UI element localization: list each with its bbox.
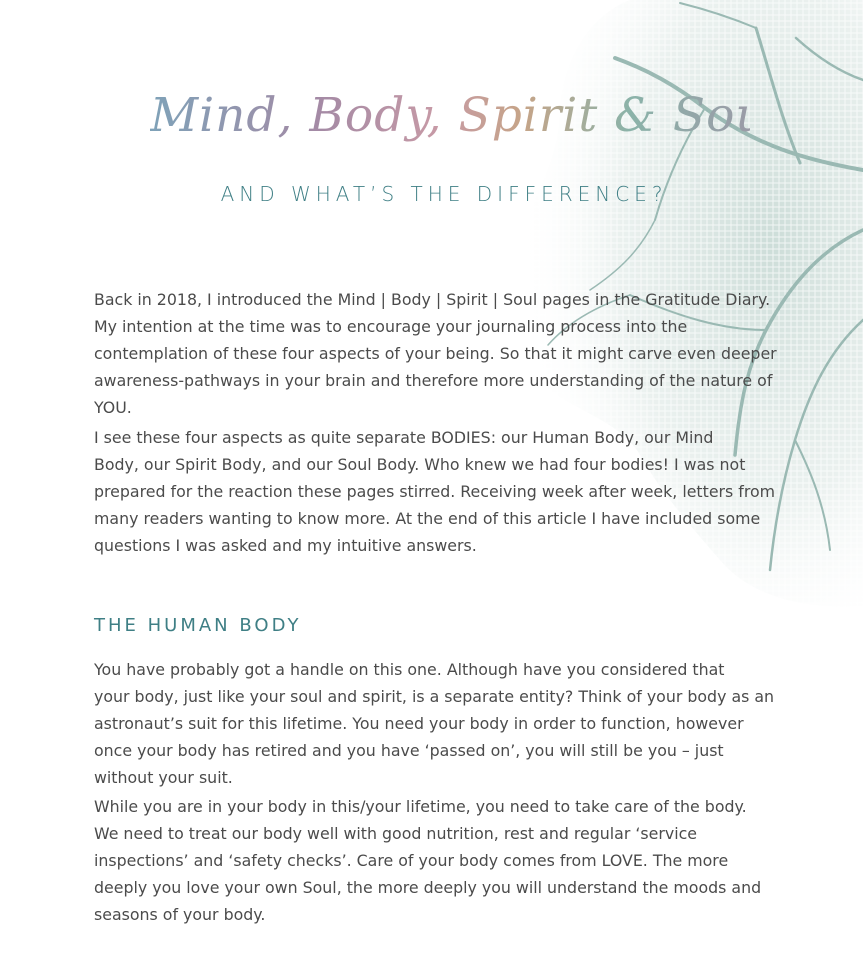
text-line: YOU.: [94, 398, 132, 417]
section-heading: THE HUMAN BODY: [94, 615, 302, 636]
text-line: Body, our Spirit Body, and our Soul Body. Who knew we had four bodies! I was not: [94, 455, 746, 474]
text-line: awareness-pathways in your brain and therefore more understanding of the nature of: [94, 371, 773, 390]
text-line: While you are in your body in this/your lifetime, you need to take care of the body.: [94, 797, 747, 816]
page-title: Mind, Body, Spirit & Soul: [150, 88, 783, 143]
text-line: I see these four aspects as quite separate BODIES: our Human Body, our Mind: [94, 428, 714, 447]
text-line: without your suit.: [94, 768, 233, 787]
text-line: contemplation of these four aspects of your being. So that it might carve even deeper: [94, 344, 777, 363]
text-line: You have probably got a handle on this one. Although have you considered that: [94, 660, 725, 679]
text-line: We need to treat our body well with good nutrition, rest and regular ‘service: [94, 824, 697, 843]
human-body-paragraph: [94, 793, 794, 928]
intro-paragraph: [94, 424, 794, 559]
text-line: deeply you love your own Soul, the more deeply you will understand the moods and: [94, 878, 762, 897]
text-line: once your body has retired and you have ‘passed on’, you will still be you – just: [94, 741, 724, 760]
page-subtitle: AND WHAT’S THE DIFFERENCE?: [220, 182, 668, 206]
text-line: inspections’ and ‘safety checks’. Care of your body comes from LOVE. The more: [94, 851, 729, 870]
text-line: My intention at the time was to encourage your journaling process into the: [94, 317, 688, 336]
text-line: many readers wanting to know more. At the end of this article I have included some: [94, 509, 761, 528]
intro-paragraph: [94, 286, 794, 421]
text-line: seasons of your body.: [94, 905, 266, 924]
text-line: astronaut’s suit for this lifetime. You need your body in order to function, however: [94, 714, 744, 733]
human-body-paragraph: [94, 656, 794, 791]
text-line: prepared for the reaction these pages stirred. Receiving week after week, letters from: [94, 482, 776, 501]
text-line: Back in 2018, I introduced the Mind | Body | Spirit | Soul pages in the Gratitude Diary.: [94, 290, 771, 309]
text-line: questions I was asked and my intuitive answers.: [94, 536, 477, 555]
text-line: your body, just like your soul and spirit, is a separate entity? Think of your body as an: [94, 687, 775, 706]
